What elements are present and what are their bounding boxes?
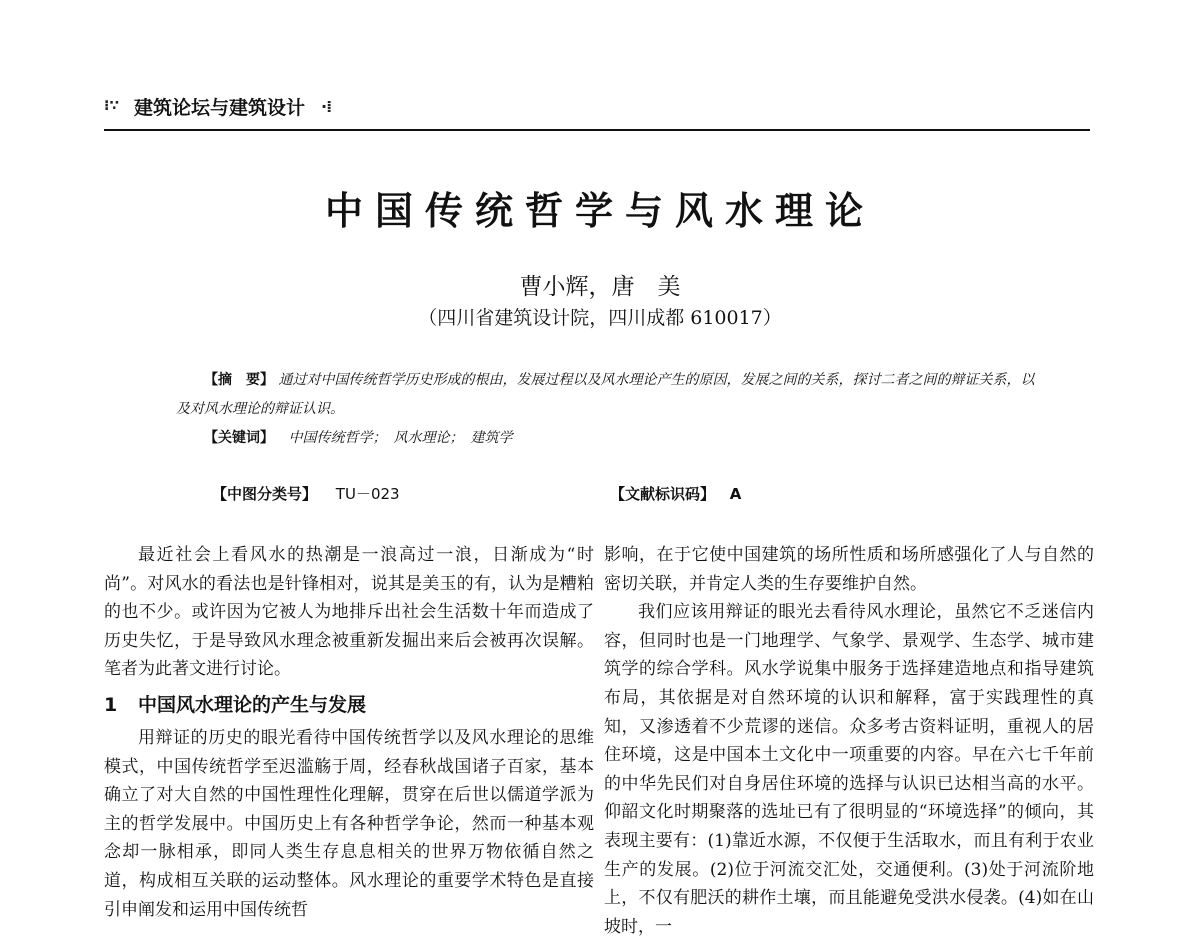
classification-line <box>212 483 400 504</box>
body-paragraph: 最近社会上看风水的热潮是一浪高过一浪，日渐成为“时尚”。对风水的看法也是针锋相对，说其是美玉的有，认为是糟粕的也不少。或许因为它被人为地排斥出社会生活数十年而造成了历史失忆，于是导致风水理念被重新发掘出来后会被再次误解。笔者为此著文进行讨论。 <box>104 545 594 680</box>
keywords-label: 【关键词】 <box>204 430 274 446</box>
section-number: 1 <box>104 693 118 716</box>
abstract-label: 【摘 要】 <box>204 372 274 388</box>
paper-title: 中国传统哲学与风水理论 <box>324 189 875 233</box>
paper-affiliation: （四川省建筑设计院，四川成都 610017） <box>418 307 782 329</box>
running-header <box>104 88 331 124</box>
abstract-block <box>176 366 1046 453</box>
keywords-line <box>176 424 1046 453</box>
doc-code-line <box>610 483 741 504</box>
section-end-mark-icon: ·⁞ <box>321 96 332 116</box>
abstract-text: 通过对中国传统哲学历史形成的根由，发展过程以及风水理论产生的原因，发展之间的关系，探讨二者之间的辩证关系，以及对风水理论的辩证认识。 <box>176 372 1035 417</box>
body-paragraph: 用辩证的历史的眼光看待中国传统哲学以及风水理论的思维模式，中国传统哲学至迟滥觞于周，经春秋战国诸子百家，基本确立了对大自然的中国性理性化理解，贯穿在后世以儒道学派为主的哲学发展中。中国历史上有各种哲学争论，然而一种基本观念却一脉相承，即同人类生存息息相关的世界万物依循自然之道，构成相互关联的运动整体。风水理论的重要学术特色是直接引申阐发和运用中国传统哲 <box>104 727 594 920</box>
journal-section-title: 建筑论坛与建筑设计 <box>134 96 306 119</box>
doc-code-label: 【文献标识码】 <box>610 485 716 503</box>
section-mark-icon: ⁝∵ <box>104 98 120 114</box>
doc-code-value: A <box>729 485 742 503</box>
body-paragraph: 影响，在于它使中国建筑的场所性质和场所感强化了人与自然的密切关联，并肯定人类的生存要维护自然。 <box>604 545 1094 594</box>
section-heading <box>104 690 594 720</box>
paper-authors: 曹小辉，唐 美 <box>519 274 681 300</box>
section-title: 中国风水理论的产生与发展 <box>138 693 367 716</box>
keywords-text: 中国传统哲学； 风水理论； 建筑学 <box>288 430 513 446</box>
classification-label: 【中图分类号】 <box>212 485 318 503</box>
left-column <box>104 541 594 924</box>
abstract-paragraph <box>176 366 1046 424</box>
header-rule <box>104 129 1090 131</box>
right-column <box>604 541 1094 941</box>
body-paragraph: 我们应该用辩证的眼光去看待风水理论，虽然它不乏迷信内容，但同时也是一门地理学、气象学、景观学、生态学、城市建筑学的综合学科。风水学说集中服务于选择建造地点和指导建筑布局，其依据是对自然环境的认识和解释，富于实践理性的真知，又渗透着不少荒谬的迷信。众多考古资料证明，重视人的居住环境，这是中国本土文化中一项重要的内容。早在六七千年前的中华先民们对自身居住环境的选择与认识已达相当高的水平。仰韶文化时期聚落的选址已有了很明显的“环境选择”的倾向，其表现主要有：(1)靠近水源，不仅便于生活取水，而且有利于农业生产的发展。(2)位于河流交汇处，交通便利。(3)处于河流阶地上，不仅有肥沃的耕作土壤，而且能避免受洪水侵袭。(4)如在山坡时，一 <box>604 602 1094 937</box>
classification-value: TU－023 <box>335 485 400 503</box>
